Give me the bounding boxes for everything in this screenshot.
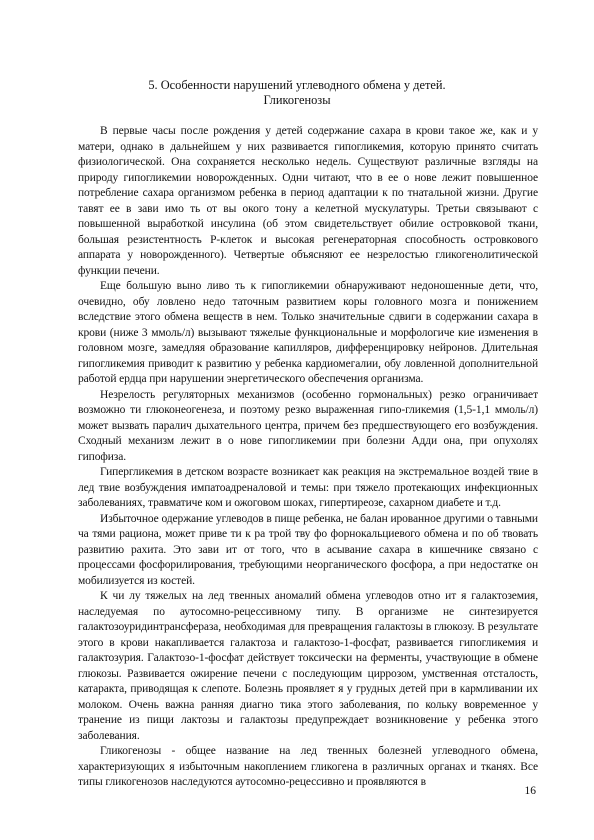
section-heading <box>60 78 534 108</box>
paragraph: Еще большую выно ливо ть к гипогликемии обнаруживают недоношенные дети, что, очевидно, обу ловлено недо таточным развитием коры головного мозга и понижением вследствие этого обмена веществ в нем. Только значительные сдвиги в содержании сахара в крови (ниже 3 ммоль/л) вызывают тяжелые функциональные и морфологиче кие изменения в головном мозге, замедляя образование капилляров, дифференцировку нейронов. Длительная гипогликемия приводит к развитию у ребенка кардиомегалии, обу ловленной дополнительной работой ердца при нарушении энергетического обеспечения организма. <box>78 280 538 385</box>
paragraph: К чи лу тяжелых на лед твенных аномалий обмена углеводов отно ит я галактоземия, наследуемая по аутосомно-рецессивному типу. В организме не синтезируется галактозоуридинтрансфераза, необходимая для превращения галактозы в глюкозу. В результате этого в крови накапливается галактоза и галактозо-1-фосфат, развивается гипогликемия и галактозурия. Галактозо-1-фосфат действует токсически на ферменты, участвующие в обмене глюкозы. Развивается ожирение печени с последующим циррозом, умственная отсталость, катаракта, приводящая к слепоте. Болезнь проявляет я у грудных детей при в кармливании их молоком. Очень важна ранняя диагно тика этого заболевания, по кольку вовременное у транение из пищи лактозы и галактозы предупреждает возникновение у ребенка этого заболевания. <box>78 590 538 742</box>
body-text <box>78 124 538 791</box>
section-title: 5. Особенности нарушений углеводного обмена у детей. <box>148 78 446 92</box>
section-subtitle: Гликогенозы <box>263 93 331 107</box>
page-number: 16 <box>524 785 536 797</box>
paragraph: Гликогенозы - общее название на лед твенных болезней углеводного обмена, характеризующих я избыточным накоплением гликогена в различных органах и тканях. Все типы гликогенозов наследуются аутосомно-рецессивно и проявляются в <box>78 745 538 788</box>
paragraph: Избыточное одержание углеводов в пище ребенка, не балан ированное другими о тавными ча тями рациона, может приве ти к ра трой тву фо форнокальциевого обмена и по об твовать развитию рахита. Это зави ит от того, что в асывание сахара в кишечнике связано с процессами фосфорилирования, требующими неорганического фосфора, а при недостатке он мобилизуется из костей. <box>78 512 538 587</box>
paragraph: В первые часы после рождения у детей содержание сахара в крови такое же, как и у матери, однако в дальнейшем у них развивается гипогликемия, которую принято считать физиологической. Она сохраняется несколько недель. Существуют различные взгляды на природу гипогликемии новорожденных. Одни читают, что в ее о нове лежит повышенное потребление сахара организмом ребенка в период адаптации к по тнатальной жизни. Другие тавят ее в зави имо ть от вы окого тону а келетной мускулатуры. Третьи связывают с повышенной выработкой инсулина (об этом свидетельствует обилие островковой ткани, большая резистентность Р-клеток и высокая регенераторная способность островкового аппарата у новорожденного). Четвертые объясняют ее незрелостью гликогенолитической функции печени. <box>78 125 538 277</box>
paragraph: Гипергликемия в детском возрасте возникает как реакция на экстремальное воздей твие в лед твие возбуждения импатоадреналовой и темы: при тяжело протекающих инфекционных заболеваниях, травматиче ком и ожоговом шоках, гипертиреозе, сахарном диабете и т.д. <box>78 466 538 509</box>
paragraph: Незрелость регуляторных механизмов (особенно гормональных) резко ограничивает возможно ти глюконеогенеза, и поэтому резко выраженная гипо-гликемия (1,5-1,1 ммоль/л) может вызвать паралич дыхательного центра, причем без предшествующего его возбуждения. Сходный механизм лежит в о нове гипогликемии при болезни Адди она, при опухолях гипофиза. <box>78 388 538 463</box>
